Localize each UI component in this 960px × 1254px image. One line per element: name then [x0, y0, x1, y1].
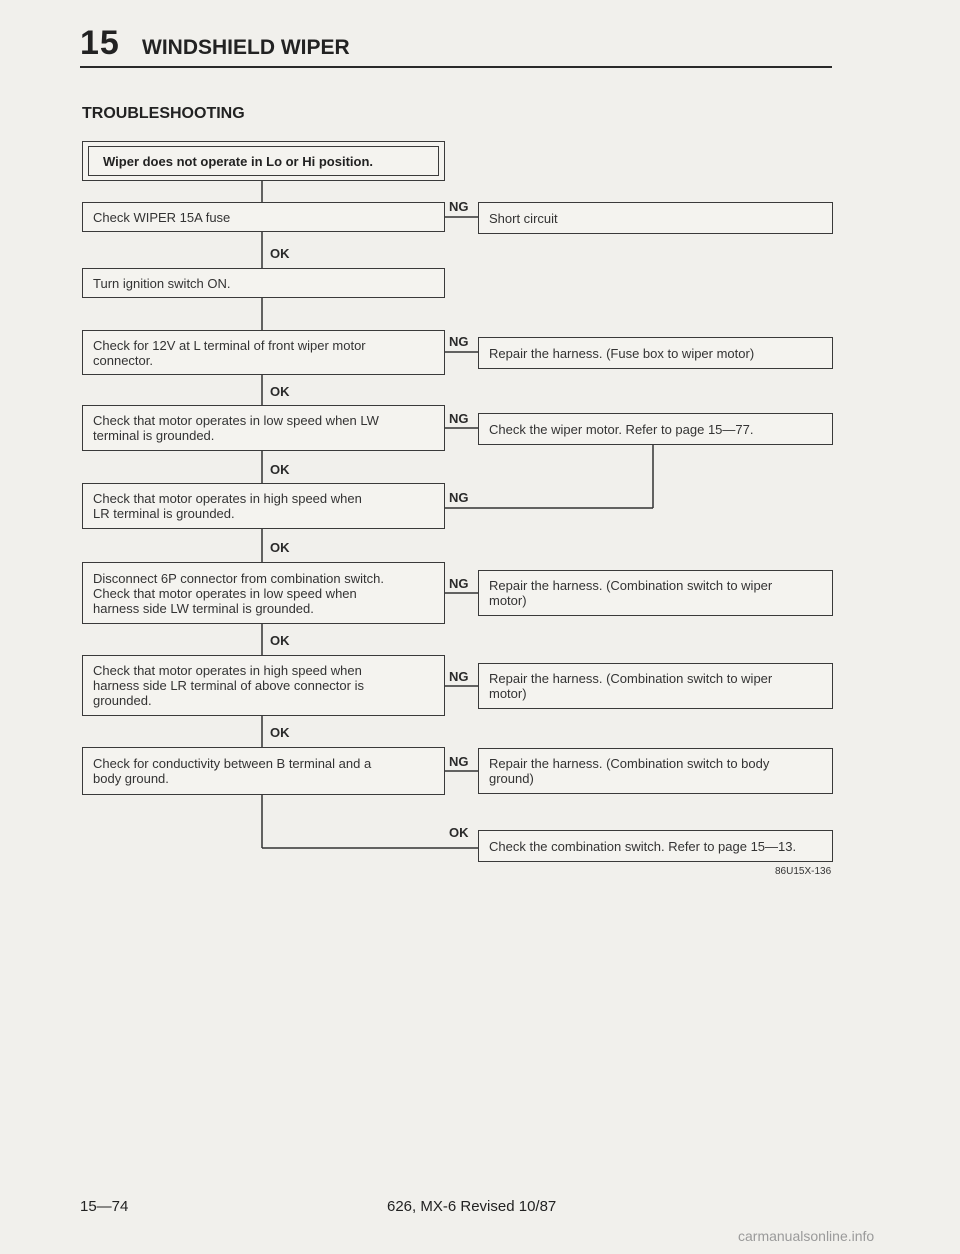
result-text: Repair the harness. (Combination switch to body ground): [489, 756, 770, 786]
result-box-7: [478, 830, 833, 862]
manual-title: 626, MX-6 Revised 10/87: [387, 1198, 557, 1215]
result-box-4: [478, 570, 833, 616]
ok-label: OK: [270, 384, 290, 399]
section-title: WINDSHIELD WIPER: [142, 36, 350, 59]
result-text: Repair the harness. (Combination switch to wiper motor): [489, 671, 773, 701]
ok-label: OK: [270, 462, 290, 477]
figure-number: 86U15X-136: [775, 866, 832, 877]
ok-label: OK: [270, 540, 290, 555]
result-box-5: [478, 663, 833, 709]
check-text: Check for conductivity between B terminal and a body ground.: [93, 756, 372, 786]
ok-label: OK: [270, 633, 290, 648]
result-box-6: [478, 748, 833, 794]
check-step-5: [82, 483, 445, 529]
ng-label: NG: [449, 669, 469, 684]
check-step-3: [82, 330, 445, 375]
check-step-6: [82, 562, 445, 624]
check-step-1: [82, 202, 445, 232]
ng-label: NG: [449, 411, 469, 426]
result-box-2: [478, 337, 833, 369]
page-heading: TROUBLESHOOTING: [82, 105, 245, 122]
ng-label: NG: [449, 754, 469, 769]
check-text: Check that motor operates in high speed when LR terminal is grounded.: [93, 491, 362, 521]
page-number: 15—74: [80, 1198, 129, 1215]
watermark: carmanualsonline.info: [738, 1228, 875, 1244]
section-number: 15: [80, 24, 120, 62]
ok-label: OK: [270, 725, 290, 740]
result-text: Repair the harness. (Fuse box to wiper motor): [489, 345, 755, 361]
check-step-4: [82, 405, 445, 451]
check-step-7: [82, 655, 445, 716]
ng-label: NG: [449, 576, 469, 591]
result-text: Check the wiper motor. Refer to page 15—77.: [489, 421, 754, 437]
ng-label: NG: [449, 199, 469, 214]
ng-label: NG: [449, 334, 469, 349]
start-condition-box: [82, 141, 445, 181]
result-text: Short circuit: [489, 210, 558, 226]
check-text: Check for 12V at L terminal of front wiper motor connector.: [93, 337, 366, 368]
ok-label: OK: [449, 825, 469, 840]
check-step-2: [82, 268, 445, 298]
check-text: Turn ignition switch ON.: [93, 275, 231, 291]
check-step-8: [82, 747, 445, 795]
ok-label: OK: [270, 246, 290, 261]
check-text: Check WIPER 15A fuse: [93, 209, 231, 225]
check-text: Check that motor operates in high speed when harness side LR terminal of above connector is grounded.: [93, 663, 364, 708]
start-condition-text: Wiper does not operate in Lo or Hi position.: [88, 146, 439, 176]
check-text: Check that motor operates in low speed when LW terminal is grounded.: [93, 413, 379, 443]
result-text: Check the combination switch. Refer to page 15—13.: [489, 838, 797, 854]
ng-label: NG: [449, 490, 469, 505]
result-box-3: [478, 413, 833, 445]
result-text: Repair the harness. (Combination switch to wiper motor): [489, 578, 773, 608]
check-text: Disconnect 6P connector from combination switch. Check that motor operates in low speed when harness side LW terminal is grounded.: [93, 570, 384, 616]
result-box-1: [478, 202, 833, 234]
